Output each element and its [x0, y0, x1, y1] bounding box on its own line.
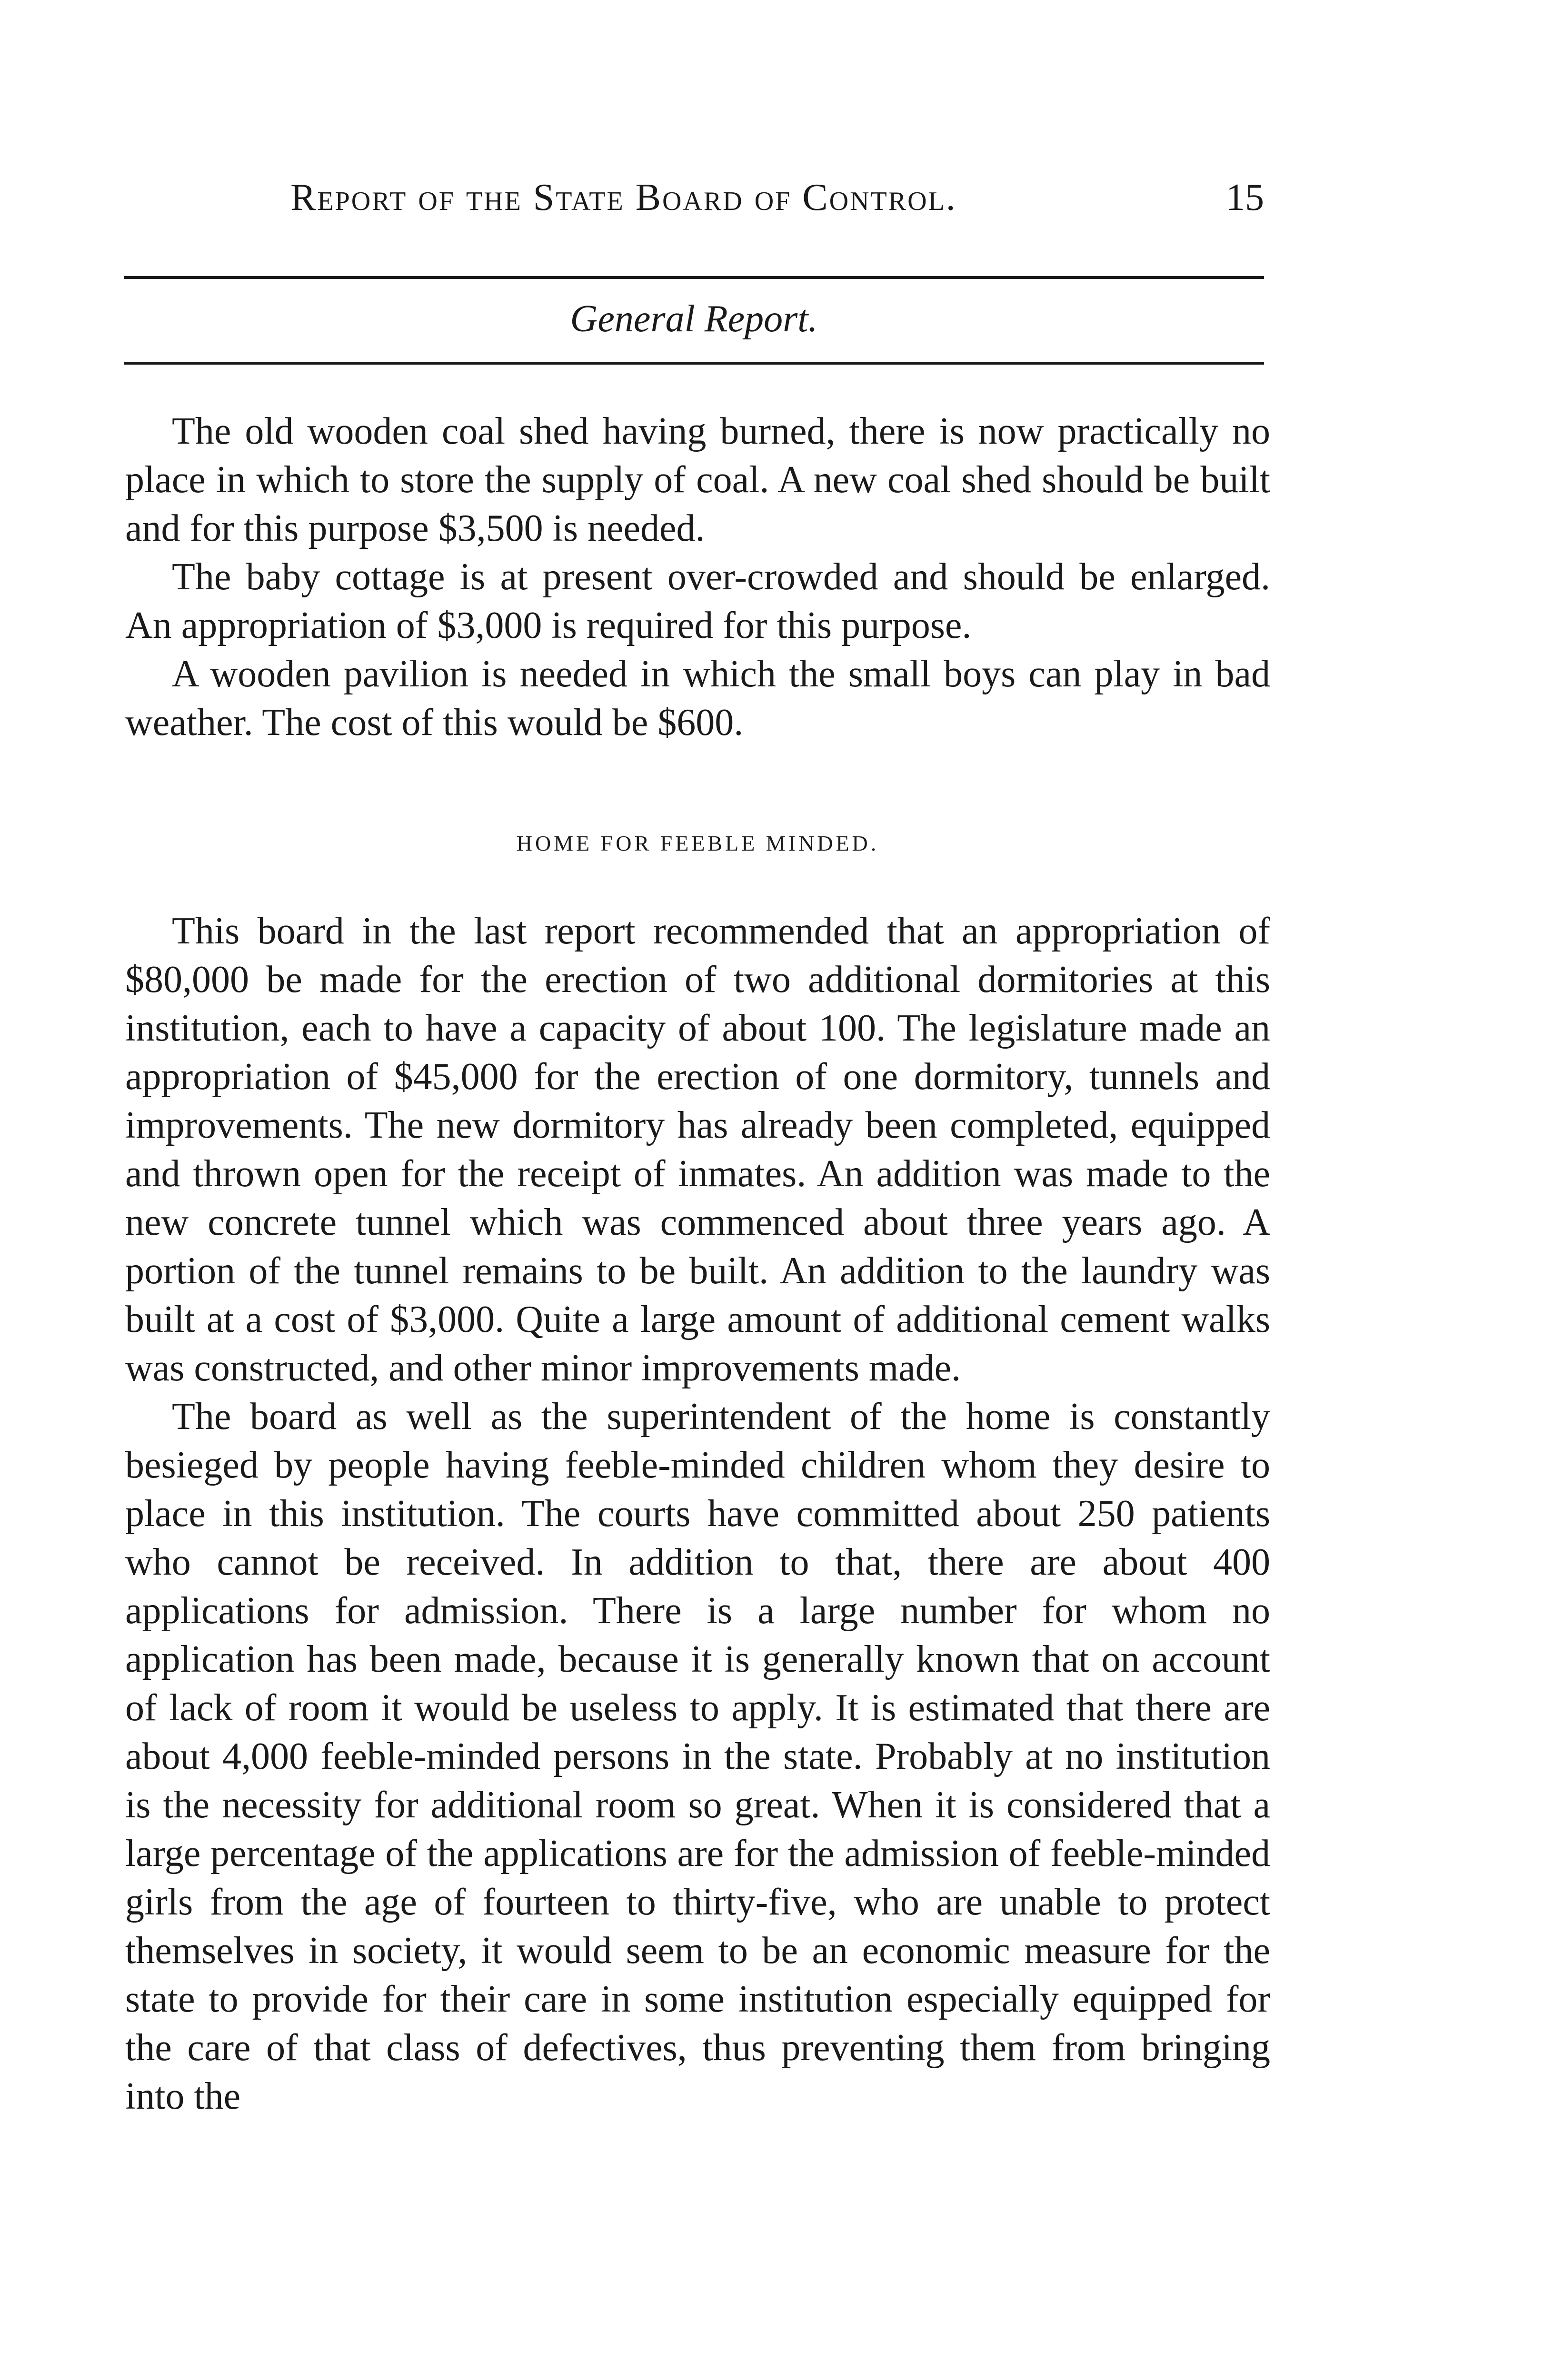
header-rule-bottom [124, 362, 1264, 365]
paragraph-pavilion: A wooden pavilion is needed in which the small boys can play in bad weather. The cost of this would be $600. [125, 653, 1270, 744]
paragraph-dormitory: This board in the last report recommended that an appropriation of $80,000 be made for the erection of two additional dormitories at this institution, each to have a capacity of about 100. The legislature made an appropriation of $45,000 for the erection of one dormitory, tunnels and improvements. The new dormitory has already been completed, equipped and thrown open for the receipt of inmates. An addition was made to the new concrete tunnel which was commenced about three years ago. A portion of the tunnel remains to be built. An addition to the laundry was built at a cost of $3,000. Quite a large amount of additional cement walks was constructed, and other minor improvements made. [125, 910, 1270, 1389]
paragraph-coal-shed: The old wooden coal shed having burned, there is now practically no place in which to store the supply of coal. A new coal shed should be built and for this purpose $3,500 is needed. [125, 410, 1270, 549]
text-block-top [125, 407, 1270, 747]
running-title: Report of the State Board of Control. [290, 177, 957, 218]
running-header [124, 176, 1264, 228]
header-rule-top [124, 276, 1264, 279]
section-title: General Report. [570, 298, 818, 340]
text-block-bottom [125, 907, 1270, 2121]
page-number: 15 [1226, 177, 1264, 218]
paragraph-applications: The board as well as the superintendent of the home is constantly besieged by people having feeble-minded children whom they desire to place in this institution. The courts have committed about 250 patients who cannot be received. In addition to that, there are about 400 applications for admission. There is a large number for whom no application has been made, because it is generally known that on account of lack of room it would be useless to apply. It is estimated that there are about 4,000 feeble-minded persons in the state. Probably at no institution is the necessity for additional room so great. When it is considered that a large percentage of the applications are for the admission of feeble-minded girls from the age of fourteen to thirty-five, who are unable to protect themselves in society, it would seem to be an economic measure for the state to provide for their care in some institution especially equipped for the care of that class of defectives, thus preventing them from bringing into the [125, 1396, 1270, 2117]
subheading: HOME FOR FEEBLE MINDED. [516, 831, 879, 855]
paragraph-baby-cottage: The baby cottage is at present over-crowded and should be enlarged. An appropriation of $3,000 is required for this purpose. [125, 556, 1270, 646]
